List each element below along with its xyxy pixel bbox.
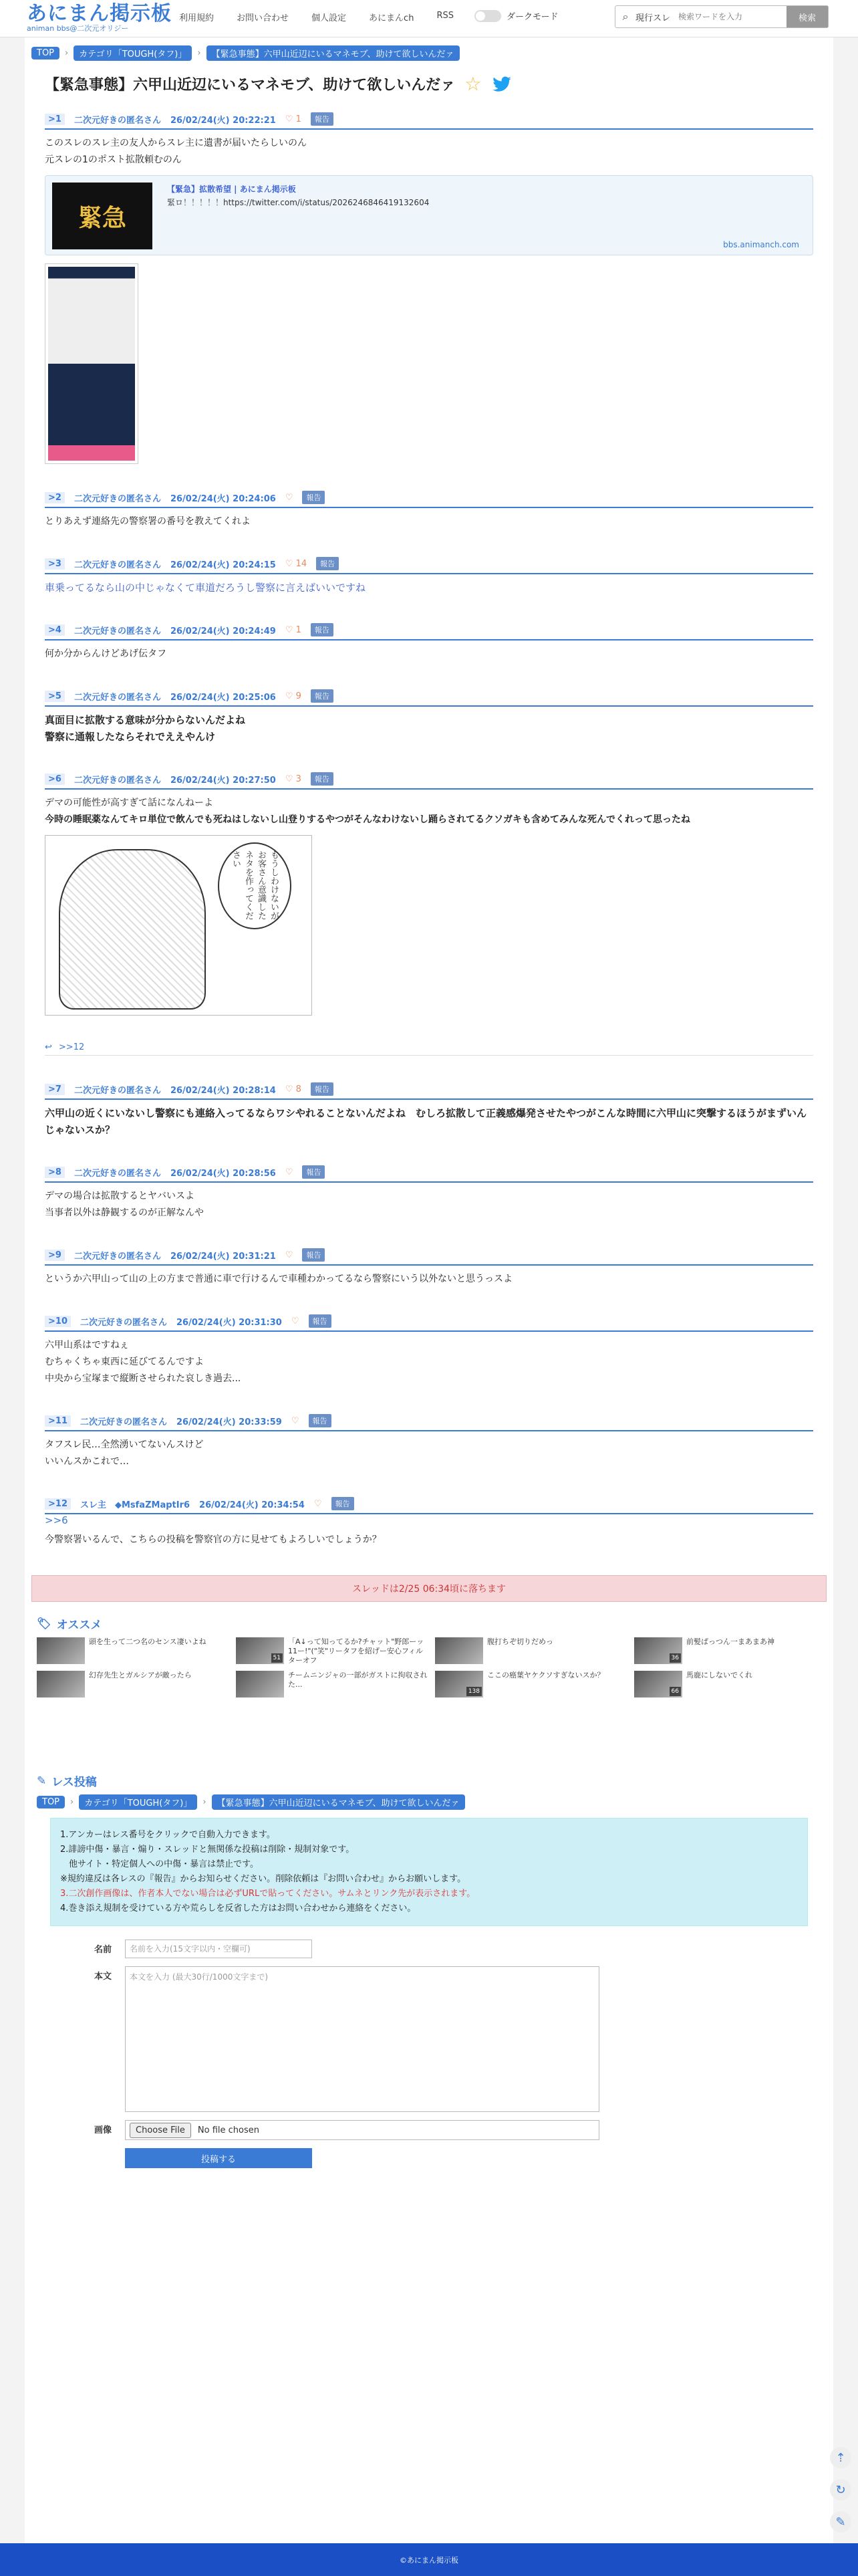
link-card[interactable] <box>45 175 813 255</box>
post-body <box>45 135 813 168</box>
attached-manga-image[interactable] <box>45 835 312 1016</box>
poster-name: 二次元好きの匿名さん <box>80 1317 167 1328</box>
chevron-right-icon: › <box>197 48 201 58</box>
post-line: 警察に通報したならそれでええやんけ <box>45 731 216 743</box>
post-line: 真面目に拡散する意味が分からないんだよね <box>45 714 246 726</box>
post-line: 元スレの1のポスト拡散頼むのん <box>45 154 182 165</box>
post-line: 当事者以外は静観するのが正解なんや <box>45 1207 204 1218</box>
recommend-item[interactable] <box>435 1637 629 1665</box>
post-number[interactable]: >1 <box>45 114 65 125</box>
post <box>45 623 813 663</box>
posting-rules <box>50 1818 808 1926</box>
post-line: 何か分からんけどあげ伝タフ <box>45 649 166 659</box>
nav-terms[interactable]: 利用規約 <box>179 13 214 23</box>
dark-mode-label: ダークモード <box>507 12 559 22</box>
heart-icon: ♡ <box>285 624 293 635</box>
recommend-heading <box>37 1615 827 1632</box>
recommend-title: チームニンジャの一部がガストに拘収された... <box>288 1671 428 1689</box>
image-file-input[interactable] <box>125 2120 599 2140</box>
post-line: 六甲山系はですねぇ <box>45 1340 129 1351</box>
post-line: デマの可能性が高すぎて話になんねーよ <box>45 798 213 808</box>
choose-file-button[interactable]: Choose File <box>130 2123 191 2138</box>
reply-icon: ↩ <box>45 1042 52 1052</box>
post-date: 26/02/24(火) 20:27:50 <box>170 775 276 786</box>
poster-name: 二次元好きの匿名さん <box>74 560 161 570</box>
card-thumbnail: 緊急 <box>52 183 152 249</box>
star-icon[interactable]: ☆ <box>464 73 482 95</box>
report-button[interactable]: 報告 <box>309 1314 331 1328</box>
breadcrumb-category[interactable]: カテゴリ「TOUGH(タフ)」 <box>79 1794 197 1810</box>
poster-name: 二次元好きの匿名さん <box>74 1085 161 1096</box>
post-body <box>45 1271 813 1288</box>
nav-settings[interactable]: 個人設定 <box>311 13 347 23</box>
recommend-grid <box>31 1637 827 1699</box>
card-domain: bbs.animanch.com <box>723 240 799 249</box>
post-form-heading <box>37 1772 827 1789</box>
like-button[interactable] <box>285 691 301 701</box>
report-button[interactable]: 報告 <box>309 1414 331 1427</box>
recommend-thumbnail <box>634 1671 682 1697</box>
site-logo[interactable] <box>27 4 172 32</box>
post <box>45 1248 813 1288</box>
name-label: 名前 <box>94 1945 112 1955</box>
thread-expiry-notice: スレッドは2/25 06:34頃に落ちます <box>31 1575 827 1602</box>
recommend-item[interactable] <box>634 1671 828 1699</box>
post-header <box>45 557 813 574</box>
post-body <box>45 795 813 828</box>
post-body <box>45 513 813 530</box>
chevron-right-icon: › <box>202 1797 206 1807</box>
like-button[interactable] <box>285 625 301 635</box>
recommend-title: 幻存先生とガルシアが敵ったら <box>89 1671 192 1679</box>
post-number[interactable]: >10 <box>45 1316 71 1327</box>
post-header <box>45 1165 813 1183</box>
post-date: 26/02/24(火) 20:24:06 <box>170 493 276 504</box>
search-input[interactable] <box>673 12 773 21</box>
footer: ©あにまん掲示板 <box>0 2543 858 2576</box>
like-count: 8 <box>295 1084 301 1094</box>
logo-subtitle: animan bbs@二次元オリジー <box>27 24 129 33</box>
post-line: 今時の睡眠薬なんてキロ単位で飲んでも死ねはしないし山登りするやつがそんなわけないし踊らされてるクソガキも含めてみんな死んでくれって思ったね <box>45 814 690 825</box>
edit-icon[interactable]: ✎ <box>830 2511 851 2533</box>
recommend-thumbnail <box>236 1671 284 1697</box>
report-button[interactable]: 報告 <box>311 689 333 703</box>
recommend-title: 頭を生って二つ名のセンス凄いよね <box>89 1637 206 1646</box>
recommend-item[interactable] <box>634 1637 828 1665</box>
post-number[interactable]: >3 <box>45 558 65 570</box>
report-button[interactable]: 報告 <box>302 1165 325 1179</box>
post <box>45 1082 813 1139</box>
like-button[interactable] <box>285 493 293 503</box>
report-button[interactable]: 報告 <box>316 557 339 570</box>
rule-line: 4.巻き添え規制を受けている方や荒らしを反省した方はお問い合わせから連絡をください。 <box>60 1903 416 1913</box>
post-number[interactable]: >11 <box>45 1415 71 1427</box>
recommend-title: 前髪ぱっつん一まあまあ神 <box>686 1637 774 1646</box>
post <box>45 1314 813 1387</box>
post-body <box>45 1437 813 1470</box>
refresh-icon[interactable]: ↻ <box>830 2479 851 2500</box>
like-button[interactable] <box>291 1316 299 1326</box>
breadcrumb <box>37 1794 827 1810</box>
nav-contact[interactable]: お問い合わせ <box>237 13 289 23</box>
recommend-title: ここの癌葉ヤケクソすぎないスか？ <box>487 1671 605 1679</box>
post-line: このスレのスレ主の友人からスレ主に遺書が届いたらしいのん <box>45 138 307 148</box>
recommend-count: 138 <box>466 1687 482 1696</box>
recommend-count: 66 <box>670 1687 681 1696</box>
heart-icon: ♡ <box>285 1167 293 1177</box>
post-body <box>45 1337 813 1387</box>
scroll-top-icon[interactable]: ⇡ <box>830 2447 851 2468</box>
poster-name: 二次元好きの匿名さん <box>74 115 161 126</box>
page-title: 【緊急事態】六甲山近辺にいるマネモブ、助けて欲しいんだァ <box>45 77 456 94</box>
logo-title: あにまん掲示板 <box>27 2 172 25</box>
post-number[interactable]: >2 <box>45 492 65 503</box>
poster-name: スレ主 ◆MsfaZMaptIr6 <box>80 1500 190 1510</box>
rule-line: 2.誹謗中傷・暴言・煽り・スレッドと無関係な投稿は削除・規制対象です。 <box>60 1845 355 1855</box>
breadcrumb-thread[interactable]: 【緊急事態】六甲山近辺にいるマネモブ、助けて欲しいんだァ <box>212 1794 465 1810</box>
top-nav <box>179 11 454 23</box>
post-line: いいんスかこれで… <box>45 1456 129 1467</box>
like-count: 14 <box>295 558 307 569</box>
post-number[interactable]: >5 <box>45 691 65 702</box>
recommend-item[interactable] <box>435 1671 629 1699</box>
heart-icon: ♡ <box>285 774 293 784</box>
poster-name: 二次元好きの匿名さん <box>80 1417 167 1427</box>
post-line: 今警察署いるんで、こちらの投稿を警察官の方に見せてもよろしいでしょうか？ <box>45 1534 382 1545</box>
poster-name: 二次元好きの匿名さん <box>74 775 161 786</box>
like-button[interactable] <box>285 1084 301 1094</box>
post-header <box>45 772 813 790</box>
post-date: 26/02/24(火) 20:31:30 <box>176 1317 282 1328</box>
post-line: タフスレ民…全然湧いてないんスけど <box>45 1439 204 1450</box>
search-bar <box>615 5 829 28</box>
post <box>45 689 813 745</box>
post-date: 26/02/24(火) 20:34:54 <box>199 1500 305 1510</box>
report-button[interactable]: 報告 <box>331 1497 354 1510</box>
recommend-count: 51 <box>271 1653 283 1663</box>
post-number[interactable]: >4 <box>45 624 65 636</box>
body-textarea[interactable]: 本文を入力 (最大30行/1000文字まで) <box>125 1966 599 2112</box>
post-body <box>45 646 813 663</box>
post-header <box>45 1497 813 1514</box>
like-button[interactable] <box>291 1416 299 1426</box>
breadcrumb-thread[interactable]: 【緊急事態】六甲山近辺にいるマネモブ、助けて欲しいんだァ <box>206 45 460 61</box>
post-date: 26/02/24(火) 20:33:59 <box>176 1417 282 1427</box>
post-number[interactable]: >9 <box>45 1250 65 1261</box>
recommend-thumbnail <box>435 1637 483 1664</box>
recommend-item[interactable] <box>236 1671 430 1699</box>
file-status: No file chosen <box>197 2125 259 2135</box>
post-line: むちゃくちゃ東西に延びてるんですよ <box>45 1357 204 1367</box>
post-body <box>45 580 813 596</box>
post-line: 車乗ってるなら山の中じゃなくて車道だろうし警察に言えばいいですね <box>45 582 366 594</box>
heart-icon: ♡ <box>285 558 293 569</box>
post-date: 26/02/24(火) 20:24:49 <box>170 626 276 636</box>
heart-icon: ♡ <box>285 1250 293 1260</box>
recommend-title: 馬鹿にしないでくれ <box>686 1671 752 1679</box>
poster-name: 二次元好きの匿名さん <box>74 626 161 636</box>
post-body <box>45 1532 813 1548</box>
post-date: 26/02/24(火) 20:24:15 <box>170 560 276 570</box>
breadcrumb-top[interactable]: TOP <box>31 47 59 60</box>
post-header <box>45 689 813 707</box>
search-button[interactable]: 検索 <box>786 6 828 27</box>
like-button[interactable] <box>285 559 307 569</box>
heart-icon: ♡ <box>291 1415 299 1426</box>
poster-name: 二次元好きの匿名さん <box>74 692 161 703</box>
like-button[interactable] <box>285 114 301 124</box>
report-button[interactable]: 報告 <box>311 1082 333 1096</box>
post-number[interactable]: >6 <box>45 774 65 785</box>
post-header <box>45 1314 813 1332</box>
pencil-icon: ✎ <box>37 1774 47 1788</box>
poster-name: 二次元好きの匿名さん <box>74 1168 161 1179</box>
post-header <box>45 1082 813 1100</box>
report-button[interactable]: 報告 <box>311 112 333 126</box>
post-form <box>85 1940 827 2168</box>
post-line: デマの場合は拡散するとヤバいスよ <box>45 1191 194 1201</box>
recommend-title: 「A↓って知ってるか?チャット"野郎ーッ11ー!"("笑"リータフを紹げー安心フィルターオフ <box>288 1637 424 1665</box>
recommend-title: 腹打ちぞ切りだめっ <box>487 1637 553 1646</box>
heart-icon: ♡ <box>313 1498 322 1509</box>
post-body <box>45 1188 813 1221</box>
post-list <box>31 112 827 1548</box>
chevron-right-icon: › <box>65 48 69 58</box>
anchor-link[interactable]: >>6 <box>45 1514 68 1526</box>
search-icon: ⌕ <box>622 10 629 23</box>
post-date: 26/02/24(火) 20:25:06 <box>170 692 276 703</box>
post-number[interactable]: >8 <box>45 1167 65 1178</box>
breadcrumb-top[interactable]: TOP <box>37 1796 65 1808</box>
breadcrumb-category[interactable]: カテゴリ「TOUGH(タフ)」 <box>74 45 192 61</box>
name-field[interactable]: 名前を入力(15文字以内・空欄可) <box>125 1940 312 1958</box>
recommend-thumbnail <box>435 1671 483 1697</box>
breadcrumb <box>31 45 827 61</box>
like-button[interactable] <box>285 1250 293 1260</box>
poster-name: 二次元好きの匿名さん <box>74 1251 161 1262</box>
card-title: 【緊急】拡散希望 | あにまん掲示板 <box>167 185 296 194</box>
rule-line: 1.アンカーはレス番号をクリックで自動入力できます。 <box>60 1830 275 1840</box>
post <box>45 772 813 1056</box>
post-header <box>45 112 813 130</box>
reply-list <box>45 1042 813 1056</box>
post-header <box>45 623 813 640</box>
like-count: 9 <box>295 691 301 701</box>
post-number[interactable]: >7 <box>45 1084 65 1095</box>
report-button[interactable]: 報告 <box>311 623 333 636</box>
recommend-item[interactable] <box>37 1637 231 1665</box>
post-header <box>45 1414 813 1431</box>
post <box>45 1414 813 1470</box>
heart-icon: ♡ <box>285 492 293 503</box>
post <box>45 1497 813 1548</box>
post-header <box>45 1248 813 1266</box>
post-line: 六甲山の近くにいないし警察にも連絡入ってるならワシやれることないんだよね むしろ拡散して正義感爆発させたやつがこんな時間に六甲山に突撃するほうがまずいんじゃないスか？ <box>45 1107 807 1136</box>
post-form-title: レス投稿 <box>51 1776 97 1789</box>
post-date: 26/02/24(火) 20:28:14 <box>170 1085 276 1096</box>
recommend-item[interactable] <box>37 1671 231 1699</box>
post-number[interactable]: >12 <box>45 1498 71 1510</box>
like-button[interactable] <box>285 774 301 784</box>
post <box>45 112 813 464</box>
like-button[interactable] <box>314 1499 322 1509</box>
report-button[interactable]: 報告 <box>302 1248 325 1262</box>
main-content <box>25 37 833 2565</box>
rule-line: ※規約違反は各レスの『報告』からお知らせください。削除依頼は『お問い合わせ』からお願いします。 <box>60 1874 466 1884</box>
post-line: とりあえず連絡先の警察署の番号を教えてくれよ <box>45 516 251 527</box>
post-body <box>45 1105 813 1139</box>
post-body <box>45 712 813 745</box>
attached-screenshot[interactable] <box>45 263 138 464</box>
like-count: 1 <box>295 624 301 635</box>
heart-icon: ♡ <box>285 691 293 701</box>
heart-icon: ♡ <box>291 1316 299 1326</box>
recommend-thumbnail <box>37 1671 85 1697</box>
rule-line: 3.二次創作画像は、作者本人でない場合は必ずURLで貼ってください。サムネとリンク先が表示されます。 <box>60 1889 476 1899</box>
recommend-count: 36 <box>670 1653 681 1663</box>
nav-animanch[interactable]: あにまんch <box>369 13 414 23</box>
heart-icon: ♡ <box>285 114 293 124</box>
like-count: 3 <box>295 774 301 784</box>
card-text: 緊ロ！！！！！https://twitter.com/i/status/2026246846419132604 <box>167 198 430 207</box>
report-button[interactable]: 報告 <box>311 772 333 786</box>
thread-title-row <box>45 73 827 95</box>
submit-button[interactable]: 投稿する <box>125 2148 312 2168</box>
dark-mode-toggle[interactable] <box>474 9 558 22</box>
poster-name: 二次元好きの匿名さん <box>74 493 161 504</box>
post-date: 26/02/24(火) 20:31:21 <box>170 1251 276 1262</box>
recommend-item[interactable] <box>236 1637 430 1665</box>
recommend-thumbnail <box>634 1637 682 1664</box>
recommend-thumbnail <box>37 1637 85 1664</box>
nav-rss[interactable]: RSS <box>436 11 454 21</box>
like-count: 1 <box>295 114 301 124</box>
site-header <box>0 0 858 37</box>
tag-icon: 🏷 <box>37 1617 51 1631</box>
chevron-right-icon: › <box>70 1797 74 1807</box>
post-line: というか六甲山って山の上の方まで普通に車で行けるんで車種わかってるなら警察にいう以外ないと思うっスよ <box>45 1274 513 1284</box>
post-header <box>45 491 813 508</box>
post <box>45 557 813 596</box>
post <box>45 1165 813 1221</box>
body-label: 本文 <box>94 1972 112 1982</box>
like-button[interactable] <box>285 1167 293 1177</box>
recommend-thumbnail <box>236 1637 284 1664</box>
report-button[interactable]: 報告 <box>302 491 325 504</box>
post <box>45 491 813 530</box>
post-date: 26/02/24(火) 20:28:56 <box>170 1168 276 1179</box>
image-label: 画像 <box>94 2125 112 2135</box>
twitter-icon[interactable] <box>490 74 513 94</box>
search-scope-select[interactable]: 現行スレ <box>635 13 671 23</box>
heart-icon: ♡ <box>285 1084 293 1094</box>
post-date: 26/02/24(火) 20:22:21 <box>170 115 276 126</box>
recommend-title: オススメ <box>56 1619 102 1632</box>
post-line: 中央から宝塚まで縦断させられた哀しき過去... <box>45 1373 241 1384</box>
toggle-switch[interactable] <box>474 10 501 22</box>
reply-link[interactable]: >>12 <box>58 1042 85 1052</box>
speech-bubble: もうしわけないがお客さん意識したネタを作ってください <box>218 842 291 929</box>
rule-line: 他サイト・特定個人への中傷・暴言は禁止です。 <box>60 1859 259 1869</box>
